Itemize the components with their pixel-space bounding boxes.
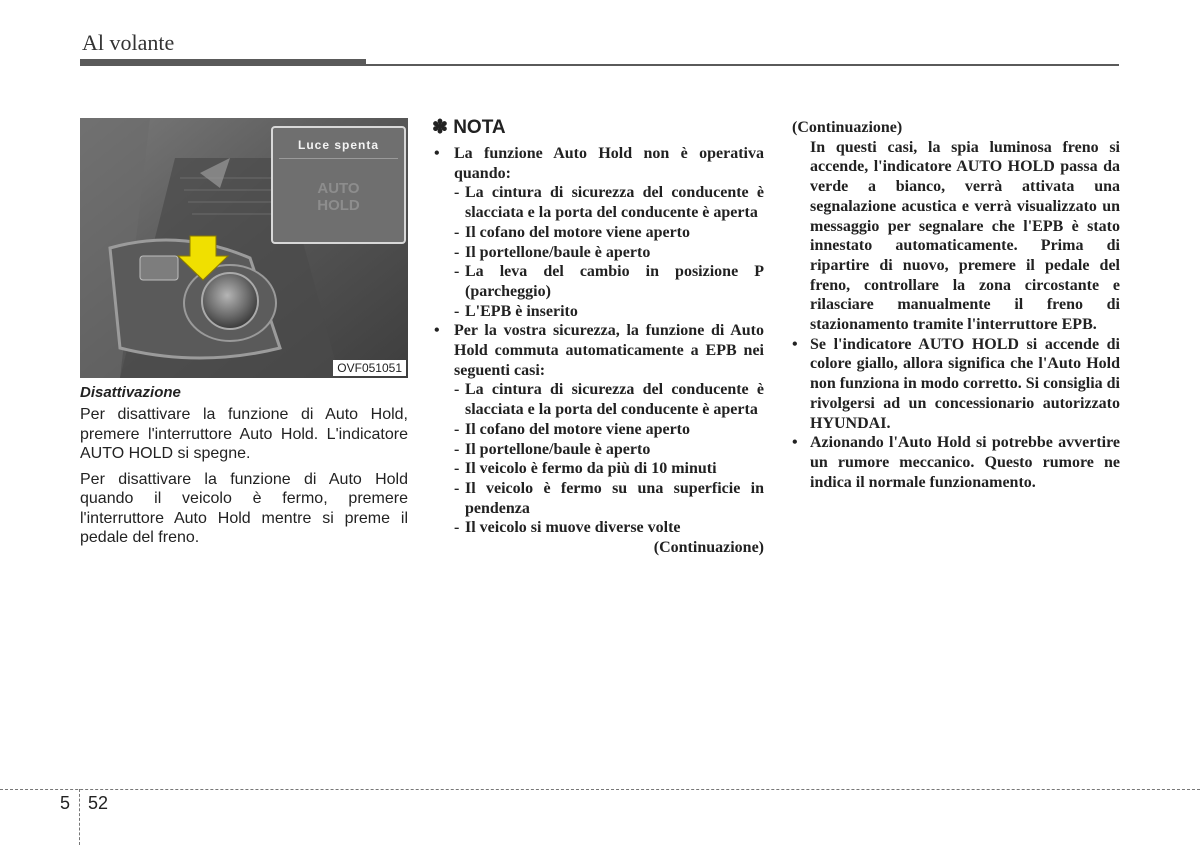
header-rule-thick (80, 59, 366, 66)
list-item: - Il veicolo si muove diverse volte (432, 518, 764, 538)
section-subheading: Disattivazione (80, 384, 181, 401)
auto-hold-indicator (273, 180, 404, 214)
left-column (80, 384, 408, 554)
nota-column (432, 116, 764, 558)
paragraph-2: Per disattivare la funzione di Auto Hold quando il veicolo è fermo, premere l'interruttore Auto Hold mentre si preme il pedale del freno. (80, 470, 408, 546)
list-item: - La cintura di sicurezza del conducente è slacciata e la porta del conducente è aperta (432, 380, 764, 419)
continuation-paragraph: In questi casi, la spia luminosa freno si accende, l'indicatore AUTO HOLD passa da verde a bianco, verrà attivata una segnalazione acustica e verrà visualizzato un messaggio per segnalare che l'EPB è stato innestato automaticamente. Prima di ripartire di nuovo, premere il pedale del freno, controllare la zona circostante e rilasciare manualmente il freno di stazionamento tramite l'interruttore EPB. (810, 138, 1120, 334)
chapter-number: 5 (60, 793, 71, 813)
inset-label: Luce spenta (297, 138, 380, 152)
header-rule-thin (366, 64, 1119, 66)
right-bullet-1: • Se l'indicatore AUTO HOLD si accende di colore giallo, allora significa che l'Auto Hold non funziona in modo corretto. Si consiglia di rivolgersi ad un concessionario autorizzato HYUNDAI. (792, 335, 1120, 434)
footer-divider (0, 789, 1200, 790)
list-item: - Il portellone/baule è aperto (432, 243, 764, 263)
inset-divider (279, 158, 398, 159)
inset-line-2: HOLD (317, 197, 360, 214)
footer-vertical-divider (79, 789, 80, 845)
list-item: - Il veicolo è fermo su una superficie in pendenza (432, 479, 764, 518)
note-star-icon: ✽ (432, 117, 448, 138)
paragraph-1: Per disattivare la funzione di Auto Hold, premere l'interruttore Auto Hold. L'indicatore AUTO HOLD si spegne. (80, 406, 408, 462)
list-item: - Il veicolo è fermo da più di 10 minuti (432, 459, 764, 479)
list-item: - L'EPB è inserito (432, 302, 764, 322)
page-header-title: Al volante (82, 30, 175, 55)
figure-code: OVF051051 (333, 360, 406, 376)
list-item: - Il cofano del motore viene aperto (432, 420, 764, 440)
nota-bullet-1: • La funzione Auto Hold non è operativa quando: (432, 144, 764, 183)
auto-hold-photo (80, 118, 408, 378)
continuation-column (792, 118, 1120, 492)
indicator-inset (271, 126, 406, 244)
list-item: - Il portellone/baule è aperto (432, 440, 764, 460)
continued-heading: (Continuazione) (792, 119, 903, 136)
nota-title: NOTA (453, 117, 506, 138)
right-bullet-2: • Azionando l'Auto Hold si potrebbe avvertire un rumore meccanico. Questo rumore ne indica il normale funzionamento. (792, 433, 1120, 492)
nota-heading (432, 116, 764, 140)
continued-label: (Continuazione) (653, 539, 764, 557)
list-item: - Il cofano del motore viene aperto (432, 223, 764, 243)
nota-bullet-2: • Per la vostra sicurezza, la funzione di Auto Hold commuta automaticamente a EPB nei seguenti casi: (432, 321, 764, 380)
inset-line-1: AUTO (317, 180, 360, 197)
list-item: - La leva del cambio in posizione P (parcheggio) (432, 262, 764, 301)
page-number: 52 (88, 793, 109, 813)
list-item: - La cintura di sicurezza del conducente è slacciata e la porta del conducente è aperta (432, 183, 764, 222)
